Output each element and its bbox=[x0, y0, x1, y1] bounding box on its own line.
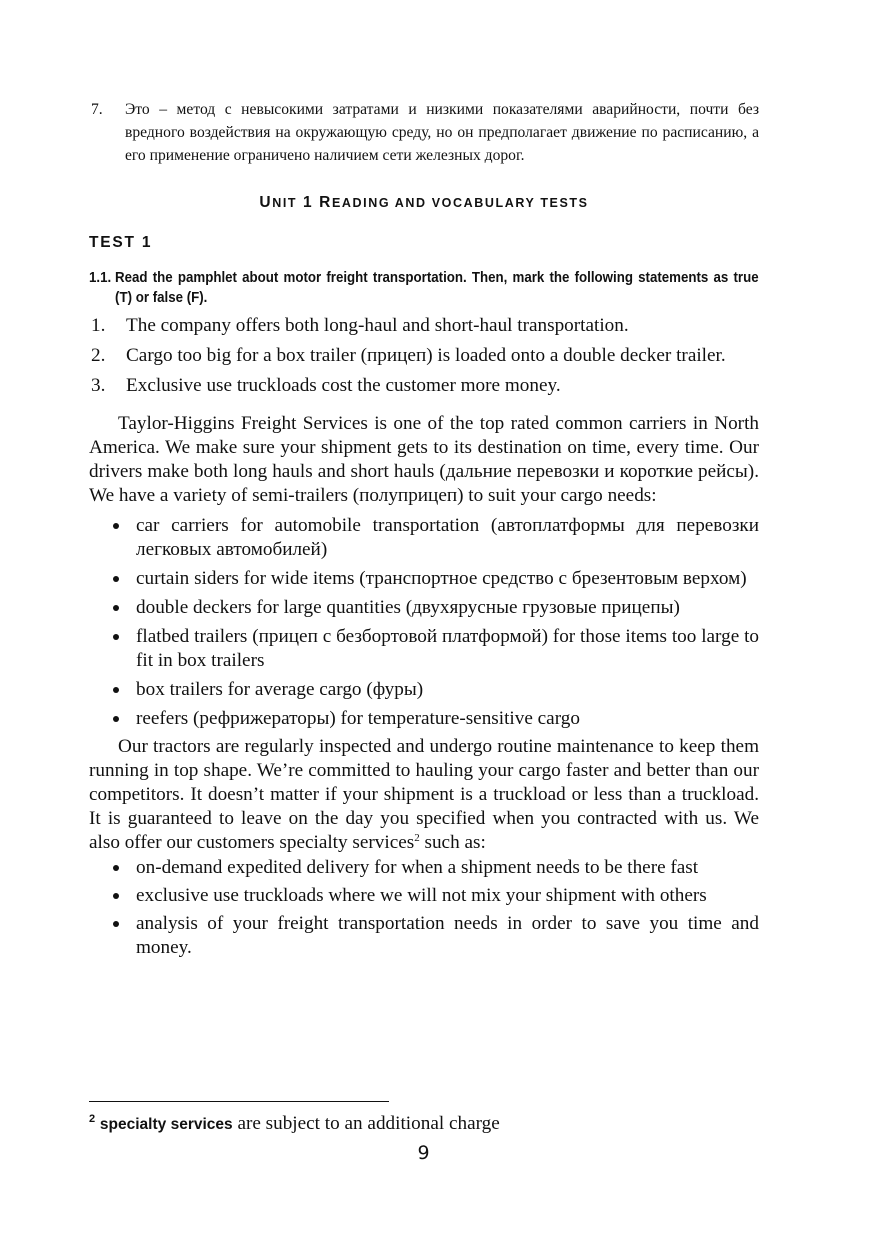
statement-item bbox=[89, 344, 759, 368]
paragraph-tail: such as: bbox=[419, 831, 486, 853]
specialty-services-list bbox=[89, 856, 759, 960]
list-item bbox=[89, 884, 759, 908]
unit-title-initial-r: R bbox=[319, 193, 332, 211]
footnote-reference: 2 bbox=[414, 831, 420, 844]
bullet-icon bbox=[89, 514, 136, 562]
task-text: Read the pamphlet about motor freight transportation. Then, mark the following statements as true (T) or false (F). bbox=[115, 269, 759, 306]
list-item bbox=[89, 625, 759, 673]
footnote-mark: 2 bbox=[89, 1113, 96, 1125]
paragraph-text: Our tractors are regularly inspected and undergo routine maintenance to keep them running in top shape. We’re committed to hauling your cargo faster and better than our competitors. It doesn’t matter if your shipment is a truckload or less than a truckload. It is guaranteed to leave on the day you specified when you contracted with us. We also offer our customers specialty services bbox=[89, 735, 759, 853]
list-item-text: reefers (рефрижераторы) for temperature-sensitive cargo bbox=[136, 707, 580, 729]
bullet-icon bbox=[89, 567, 136, 591]
item-number: 7. bbox=[91, 101, 103, 118]
statement-list bbox=[89, 314, 759, 398]
statement-number: 1. bbox=[91, 314, 106, 336]
statement-number: 3. bbox=[91, 374, 106, 396]
footnote-text: are subject to an additional charge bbox=[232, 1113, 500, 1134]
pamphlet-paragraph-1: Taylor-Higgins Freight Services is one of the top rated common carriers in North America. We make sure your shipment gets to its destination on time, every time. Our drivers make both long hauls and short hauls (дальние перевозки и короткие рейсы). We have a variety of semi-trailers (полуприцеп) to suit your cargo needs: bbox=[89, 412, 759, 506]
bullet-icon bbox=[89, 912, 136, 960]
list-item bbox=[89, 707, 759, 731]
pamphlet-paragraph-2 bbox=[89, 735, 759, 855]
list-item bbox=[89, 912, 759, 960]
list-item bbox=[89, 514, 759, 562]
bullet-icon bbox=[89, 596, 136, 620]
exercise-item-7 bbox=[89, 98, 759, 168]
list-item-text: analysis of your freight transportation needs in order to save you time and money. bbox=[136, 912, 759, 958]
page-content bbox=[89, 98, 759, 964]
footnote-term: specialty services bbox=[99, 1116, 233, 1133]
footnote-divider bbox=[89, 1101, 389, 1102]
unit-title-initial: U bbox=[259, 193, 273, 211]
unit-title bbox=[89, 191, 759, 215]
bullet-icon bbox=[89, 625, 136, 673]
item-text: Это – метод с невысокими затратами и низкими показателями аварийности, почти без вредного воздействия на окружающую среду, но он предполагает движение по расписанию, а его применение ограничено наличием сети железных дорог. bbox=[125, 101, 759, 165]
list-item bbox=[89, 596, 759, 620]
page-number: 9 bbox=[417, 1142, 430, 1164]
task-instruction bbox=[89, 268, 759, 308]
list-item-text: exclusive use truckloads where we will not mix your shipment with others bbox=[136, 884, 707, 906]
statement-number: 2. bbox=[91, 344, 106, 366]
bullet-icon bbox=[89, 707, 136, 731]
list-item-text: car carriers for automobile transportation (автоплатформы для перевозки легковых автомобилей) bbox=[136, 514, 759, 560]
statement-text: Exclusive use truckloads cost the customer more money. bbox=[126, 374, 561, 396]
statement-item bbox=[89, 374, 759, 398]
statement-text: Cargo too big for a box trailer (прицеп) is loaded onto a double decker trailer. bbox=[126, 344, 726, 366]
unit-title-number: 1 bbox=[297, 193, 320, 211]
footnote bbox=[89, 1112, 500, 1137]
statement-item bbox=[89, 314, 759, 338]
list-item bbox=[89, 856, 759, 880]
list-item-text: curtain siders for wide items (транспортное средство с брезентовым верхом) bbox=[136, 567, 747, 589]
test-title: TEST 1 bbox=[89, 233, 153, 251]
unit-title-rest: EADING AND VOCABULARY TESTS bbox=[331, 195, 589, 210]
task-number: 1.1. bbox=[89, 269, 112, 286]
unit-title-word: NIT bbox=[272, 195, 298, 210]
trailer-types-list bbox=[89, 514, 759, 731]
statement-text: The company offers both long-haul and short-haul transportation. bbox=[126, 314, 629, 336]
list-item-text: box trailers for average cargo (фуры) bbox=[136, 678, 424, 700]
list-item bbox=[89, 678, 759, 702]
bullet-icon bbox=[89, 678, 136, 702]
bullet-icon bbox=[89, 884, 136, 908]
list-item-text: on-demand expedited delivery for when a shipment needs to be there fast bbox=[136, 856, 699, 878]
list-item-text: flatbed trailers (прицеп с безбортовой платформой) for those items too large to fit in box trailers bbox=[136, 625, 759, 671]
list-item-text: double deckers for large quantities (двухярусные грузовые прицепы) bbox=[136, 596, 680, 618]
list-item bbox=[89, 567, 759, 591]
bullet-icon bbox=[89, 856, 136, 880]
